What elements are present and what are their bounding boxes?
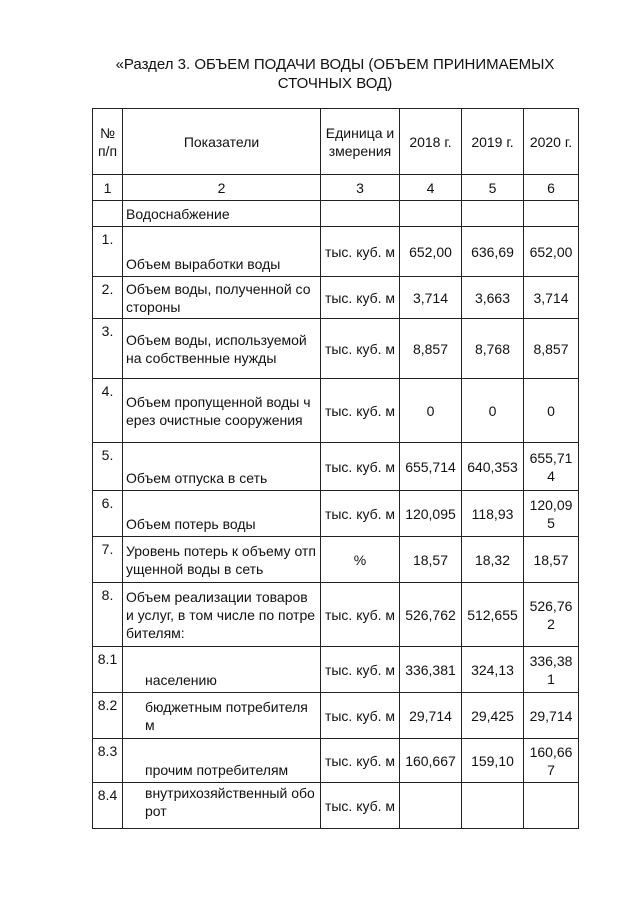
row-number: 5. — [93, 443, 123, 491]
header-row — [93, 109, 579, 175]
value-2018: 655,714 — [400, 443, 462, 491]
col-number-4: 4 — [400, 175, 462, 201]
row-number: 8. — [93, 583, 123, 647]
row-unit: тыс. куб. м — [321, 379, 400, 443]
column-number-row — [93, 175, 579, 201]
header-2019: 2019 г. — [462, 109, 524, 175]
value-2019: 640,353 — [462, 443, 524, 491]
row-unit: тыс. куб. м — [321, 693, 400, 739]
row-unit: тыс. куб. м — [321, 319, 400, 379]
value-2020: 29,714 — [524, 693, 579, 739]
value-2019: 118,93 — [462, 491, 524, 537]
value-2019 — [462, 783, 524, 829]
value-2019: 29,425 — [462, 693, 524, 739]
water-supply-table — [92, 108, 579, 829]
row-unit: тыс. куб. м — [321, 227, 400, 277]
value-2018: 0 — [400, 379, 462, 443]
value-2018: 120,095 — [400, 491, 462, 537]
row-unit: % — [321, 537, 400, 583]
row-name: Уровень потерь к объему отпущенной воды в сеть — [123, 537, 321, 583]
value-2020: 3,714 — [524, 277, 579, 319]
row-unit: тыс. куб. м — [321, 647, 400, 693]
value-2020: 0 — [524, 379, 579, 443]
table-row — [93, 319, 579, 379]
row-number: 8.3 — [93, 739, 123, 783]
row-unit: тыс. куб. м — [321, 491, 400, 537]
header-indicators: Показатели — [123, 109, 321, 175]
value-2019: 324,13 — [462, 647, 524, 693]
value-2020 — [524, 783, 579, 829]
value-2018: 160,667 — [400, 739, 462, 783]
value-2020: 652,00 — [524, 227, 579, 277]
table-row — [93, 783, 579, 829]
table-row — [93, 227, 579, 277]
row-number: 7. — [93, 537, 123, 583]
table-row — [93, 739, 579, 783]
row-name: населению — [123, 647, 321, 693]
row-name: Объем пропущенной воды через очистные сооружения — [123, 379, 321, 443]
row-unit: тыс. куб. м — [321, 783, 400, 829]
table-row — [93, 583, 579, 647]
row-name: Объем реализации товаров и услуг, в том числе по потребителям: — [123, 583, 321, 647]
row-unit: тыс. куб. м — [321, 277, 400, 319]
table-row — [93, 491, 579, 537]
row-number: 3. — [93, 319, 123, 379]
value-2020: 18,57 — [524, 537, 579, 583]
row-unit: тыс. куб. м — [321, 443, 400, 491]
table-row — [93, 647, 579, 693]
row-number: 8.1 — [93, 647, 123, 693]
value-2018: 526,762 — [400, 583, 462, 647]
row-name: внутрихозяйственный оборот — [123, 783, 321, 829]
table-row — [93, 693, 579, 739]
value-2018: 8,857 — [400, 319, 462, 379]
row-number: 8.2 — [93, 693, 123, 739]
row-number: 2. — [93, 277, 123, 319]
section-title: «Раздел 3. ОБЪЕМ ПОДАЧИ ВОДЫ (ОБЪЕМ ПРИНИМАЕМЫХ СТОЧНЫХ ВОД) — [115, 56, 555, 92]
col-number-2: 2 — [123, 175, 321, 201]
header-number: № п/п — [93, 109, 123, 175]
value-2018: 3,714 — [400, 277, 462, 319]
value-2019: 8,768 — [462, 319, 524, 379]
section-row — [93, 201, 579, 227]
row-name: прочим потребителям — [123, 739, 321, 783]
row-number: 6. — [93, 491, 123, 537]
row-name: Объем потерь воды — [123, 491, 321, 537]
col-number-6: 6 — [524, 175, 579, 201]
header-unit: Единица измерения — [321, 109, 400, 175]
value-2020: 8,857 — [524, 319, 579, 379]
row-name: Объем отпуска в сеть — [123, 443, 321, 491]
row-number: 8.4 — [93, 783, 123, 829]
value-2018: 18,57 — [400, 537, 462, 583]
value-2020: 160,667 — [524, 739, 579, 783]
value-2019: 18,32 — [462, 537, 524, 583]
section-label: Водоснабжение — [123, 201, 321, 227]
col-number-5: 5 — [462, 175, 524, 201]
value-2020: 526,762 — [524, 583, 579, 647]
table-row — [93, 277, 579, 319]
col-number-1: 1 — [93, 175, 123, 201]
row-unit: тыс. куб. м — [321, 583, 400, 647]
row-name: Объем воды, полученной со стороны — [123, 277, 321, 319]
table-row — [93, 379, 579, 443]
header-2020: 2020 г. — [524, 109, 579, 175]
row-number: 1. — [93, 227, 123, 277]
value-2019: 3,663 — [462, 277, 524, 319]
value-2018: 29,714 — [400, 693, 462, 739]
value-2018: 336,381 — [400, 647, 462, 693]
table-row — [93, 443, 579, 491]
row-name: бюджетным потребителям — [123, 693, 321, 739]
value-2018 — [400, 783, 462, 829]
value-2020: 336,381 — [524, 647, 579, 693]
col-number-3: 3 — [321, 175, 400, 201]
value-2019: 159,10 — [462, 739, 524, 783]
table-row — [93, 537, 579, 583]
row-name: Объем воды, используемой на собственные нужды — [123, 319, 321, 379]
value-2020: 120,095 — [524, 491, 579, 537]
value-2020: 655,714 — [524, 443, 579, 491]
value-2018: 652,00 — [400, 227, 462, 277]
value-2019: 636,69 — [462, 227, 524, 277]
value-2019: 0 — [462, 379, 524, 443]
header-2018: 2018 г. — [400, 109, 462, 175]
row-number: 4. — [93, 379, 123, 443]
row-name: Объем выработки воды — [123, 227, 321, 277]
row-unit: тыс. куб. м — [321, 739, 400, 783]
value-2019: 512,655 — [462, 583, 524, 647]
